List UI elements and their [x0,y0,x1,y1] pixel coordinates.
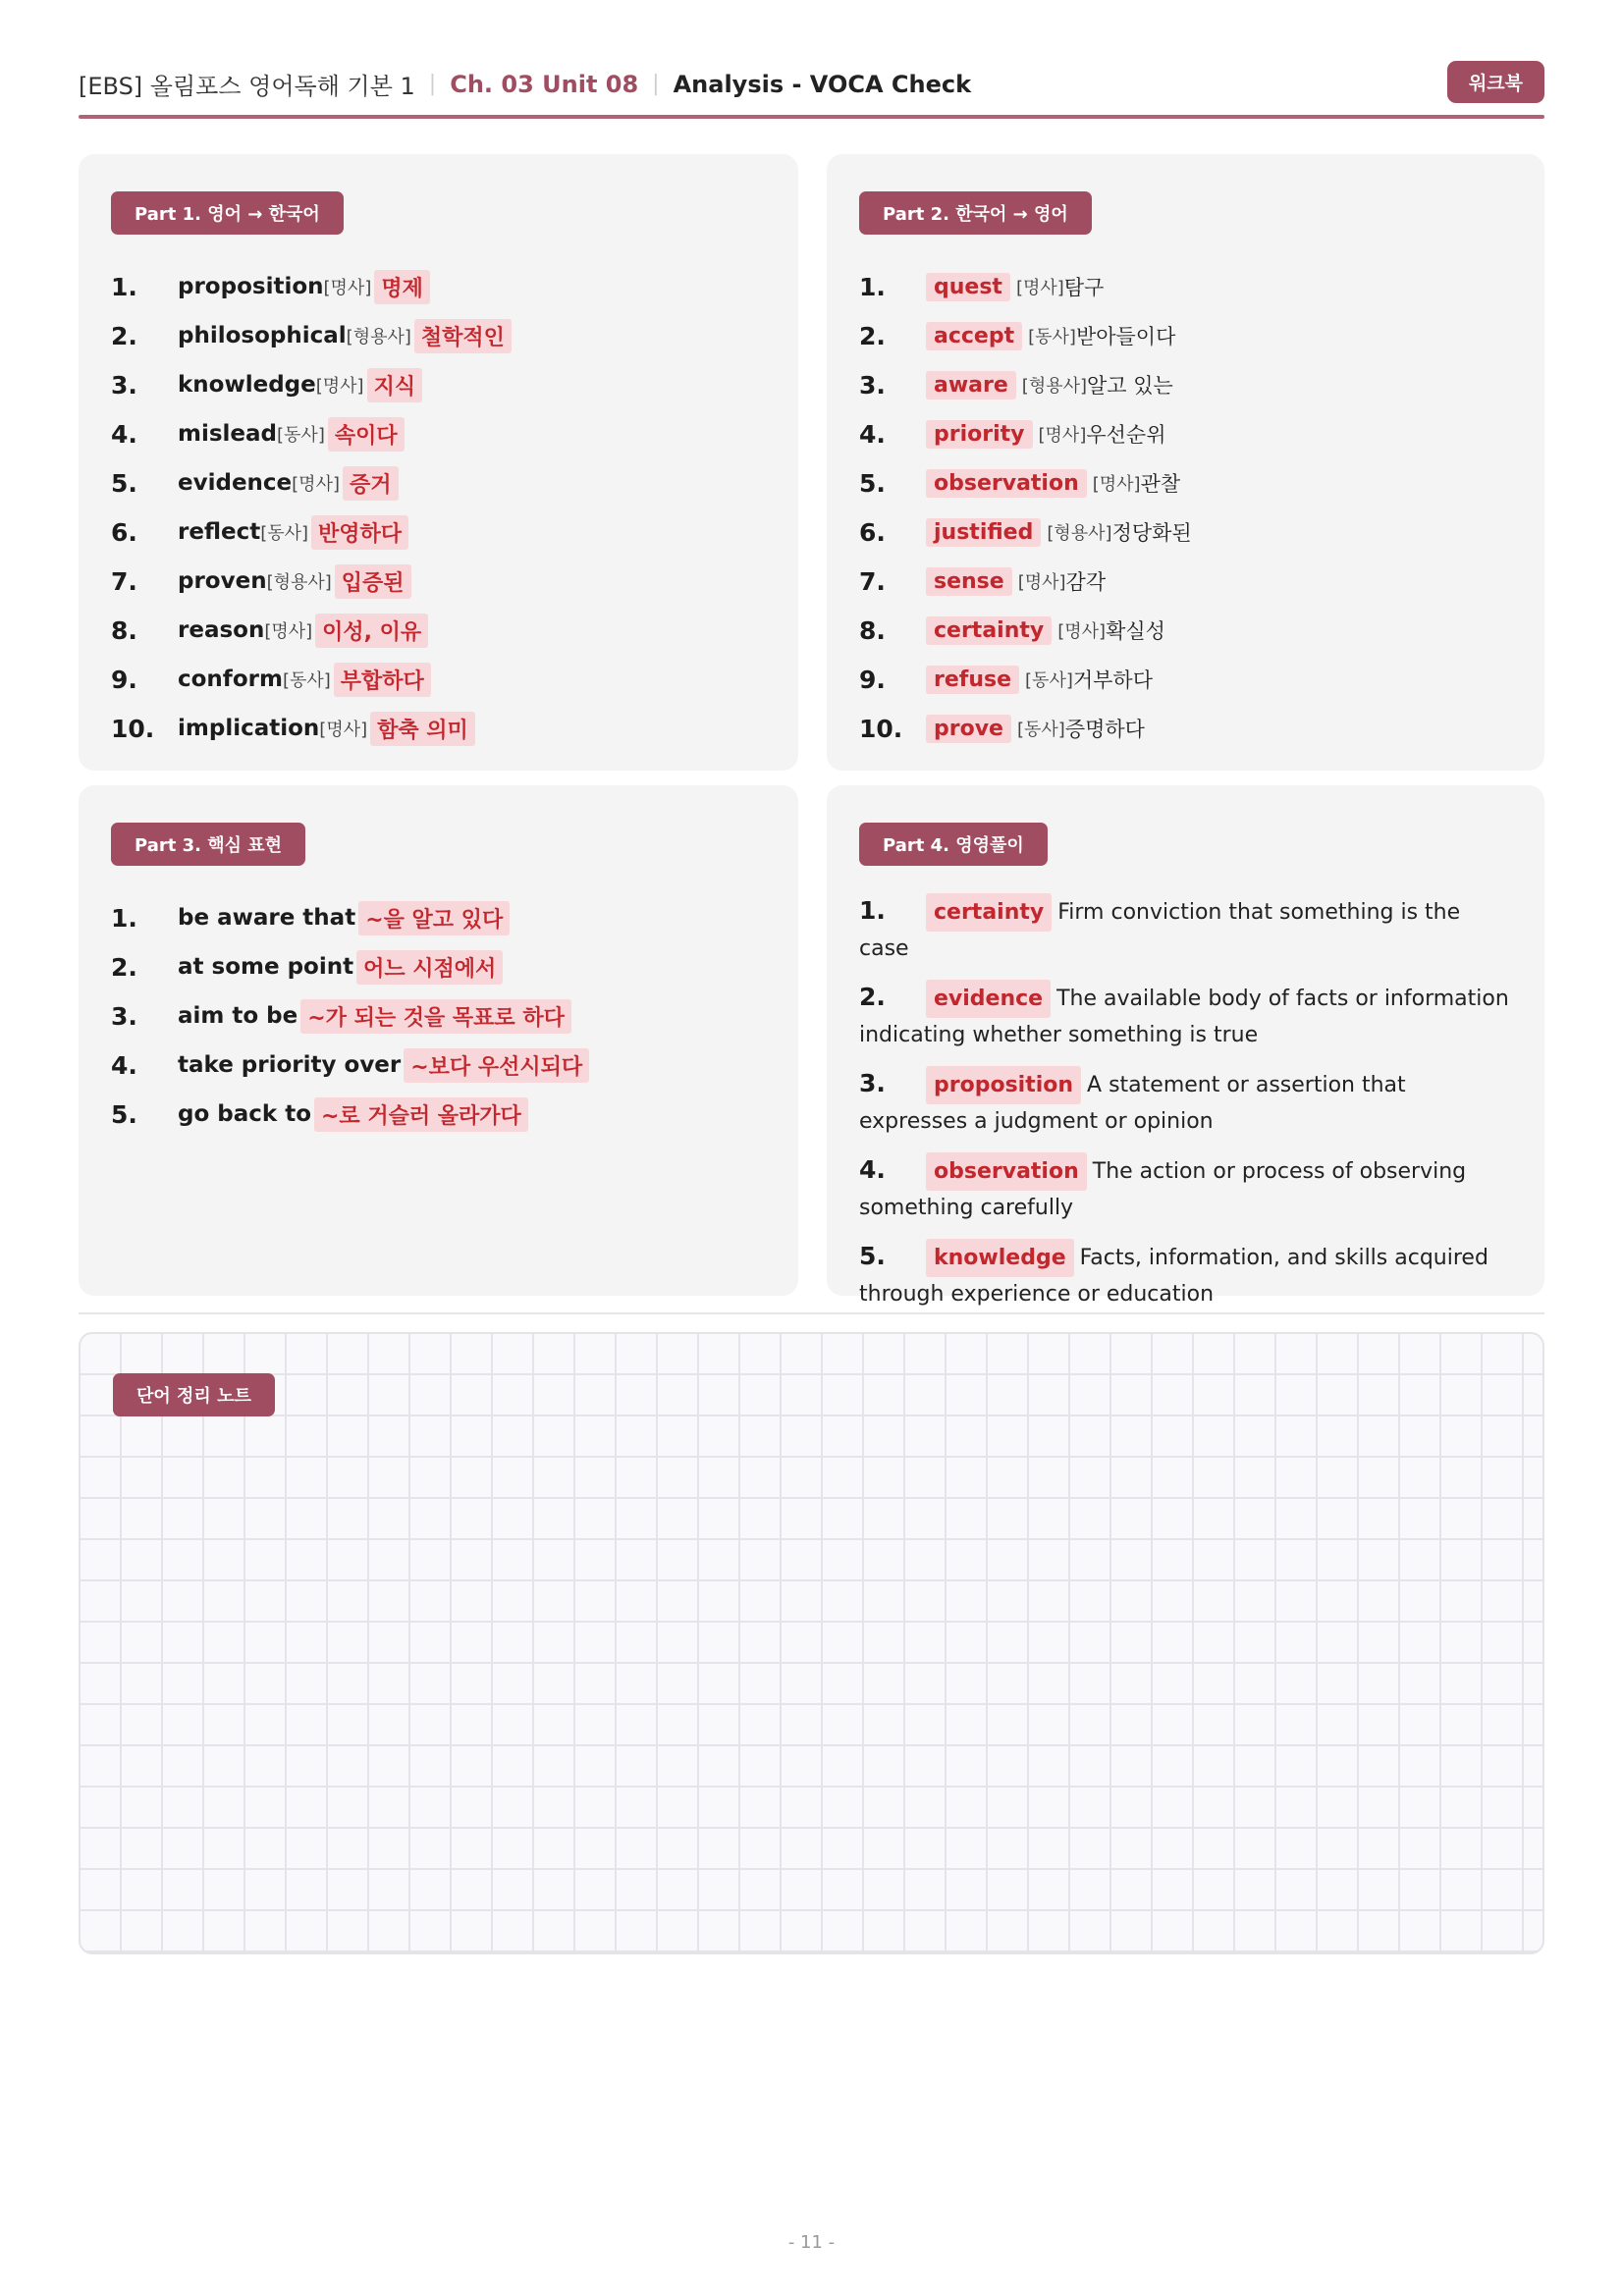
part-of-speech: [형용사] [266,572,332,593]
answer-highlight: ~보다 우선시되다 [404,1048,589,1083]
list-item [859,409,1525,458]
list-item [859,1066,1515,1139]
vocab-word: knowledge [178,372,316,398]
part-of-speech: [명사] [1038,425,1087,446]
list-item [859,360,1525,409]
answer-highlight: observation [926,1152,1087,1191]
answer-highlight: certainty [926,616,1052,645]
vocab-word: philosophical [178,323,347,348]
list-item [111,893,779,942]
vocab-word: reason [178,617,265,643]
list-item [111,262,779,311]
vocab-word: conform [178,667,283,692]
workbook-badge: 워크북 [1447,61,1544,103]
key-phrase: go back to [178,1101,311,1127]
answer-highlight: prove [926,715,1011,743]
answer-highlight: 함축 의미 [370,712,475,746]
item-number: 5. [111,468,137,498]
answer-highlight: ~가 되는 것을 목표로 하다 [300,999,571,1034]
list-item [859,262,1525,311]
part3-list [111,893,779,1139]
korean-meaning: 우선순위 [1086,423,1166,447]
answer-highlight: 속이다 [328,417,405,452]
list-item [859,704,1525,753]
item-number: 4. [111,1050,137,1080]
part-of-speech: [형용사] [1021,376,1088,397]
list-item [111,311,779,360]
part1-label: Part 1. 영어 → 한국어 [111,191,344,235]
key-phrase: be aware that [178,905,356,931]
answer-highlight: ~을 알고 있다 [358,901,510,935]
definition-text: Facts, information, and skills acquired through experience or education [859,1246,1488,1307]
item-number: 5. [111,1099,137,1129]
list-item [111,1090,779,1139]
vocab-note-grid[interactable] [79,1332,1544,1954]
header-divider [79,115,1544,119]
list-item [111,704,779,753]
key-phrase: take priority over [178,1052,402,1078]
answer-highlight: refuse [926,666,1019,694]
answer-highlight: 지식 [367,368,423,402]
item-number: 1. [859,272,886,301]
section-divider [79,1312,1544,1314]
note-label: 단어 정리 노트 [113,1373,275,1416]
item-number: 2. [111,321,137,350]
korean-meaning: 감각 [1065,570,1107,594]
item-number: 10. [859,714,903,743]
page-header [79,61,1544,108]
answer-highlight: 이성, 이유 [315,614,428,648]
list-item [859,606,1525,655]
answer-highlight: 어느 시점에서 [356,950,503,985]
item-number: 7. [111,566,137,596]
header-separator: | [428,72,437,96]
answer-highlight: knowledge [926,1239,1074,1277]
korean-meaning: 받아들이다 [1075,325,1176,348]
korean-meaning: 관찰 [1140,472,1181,496]
item-number: 3. [859,1069,886,1097]
korean-meaning: 정당화된 [1111,521,1192,545]
part-of-speech: [명사] [1017,572,1066,593]
part2-list [859,262,1525,753]
list-item [859,458,1525,507]
item-number: 4. [111,419,137,449]
list-item [111,991,779,1041]
vocab-word: proven [178,568,267,594]
item-number: 1. [111,903,137,933]
part2-panel [827,154,1544,771]
item-number: 3. [111,370,137,400]
item-number: 5. [859,468,886,498]
answer-highlight: accept [926,322,1022,350]
part-of-speech: [명사] [1092,474,1141,495]
part-of-speech: [형용사] [346,327,411,347]
part-of-speech: [명사] [264,621,313,642]
item-number: 1. [111,272,137,301]
part-of-speech: [동사] [1028,327,1076,347]
vocab-word: proposition [178,274,324,299]
definition-text: The action or process of observing something carefully [859,1159,1467,1220]
item-number: 2. [859,983,886,1011]
answer-highlight: 반영하다 [311,515,408,550]
item-number: 6. [859,517,886,547]
part-of-speech: [명사] [319,720,368,740]
vocab-word: reflect [178,519,261,545]
page-number: - 11 - [787,2232,836,2253]
item-number: 4. [859,1155,886,1184]
item-number: 6. [111,517,137,547]
list-item [111,507,779,557]
header-separator: | [652,72,660,96]
part-of-speech: [명사] [292,474,340,495]
item-number: 2. [111,952,137,982]
part1-panel [79,154,798,771]
list-item [111,458,779,507]
part-of-speech: [형용사] [1047,523,1112,544]
page-title: Analysis - VOCA Check [673,70,972,98]
answer-highlight: 철학적인 [414,319,512,353]
korean-meaning: 탐구 [1063,276,1105,299]
list-item [111,655,779,704]
item-number: 3. [111,1001,137,1031]
list-item [859,1239,1515,1311]
item-number: 8. [111,615,137,645]
definition-text: Firm conviction that something is the case [859,900,1461,961]
answer-highlight: priority [926,420,1033,449]
list-item [111,360,779,409]
part4-list [859,893,1515,1325]
answer-highlight: sense [926,567,1012,596]
korean-meaning: 알고 있는 [1087,374,1173,398]
item-number: 5. [859,1242,886,1270]
part-of-speech: [동사] [1025,670,1073,691]
part-of-speech: [명사] [315,376,364,397]
item-number: 1. [859,896,886,925]
list-item [859,893,1515,966]
list-item [859,557,1525,606]
item-number: 3. [859,370,886,400]
list-item [859,980,1515,1052]
definition-text: A statement or assertion that expresses a judgment or opinion [859,1073,1406,1134]
answer-highlight: evidence [926,980,1051,1018]
item-number: 8. [859,615,886,645]
list-item [859,655,1525,704]
part-of-speech: [동사] [1016,720,1065,740]
vocab-word: implication [178,716,320,741]
item-number: 2. [859,321,886,350]
item-number: 9. [859,665,886,694]
answer-highlight: 부합하다 [334,663,431,697]
list-item [111,557,779,606]
answer-highlight: observation [926,469,1087,498]
part4-label: Part 4. 영영풀이 [859,823,1048,866]
answer-highlight: 입증된 [335,564,411,599]
answer-highlight: ~로 거슬러 올라가다 [314,1097,528,1132]
part3-label: Part 3. 핵심 표현 [111,823,305,866]
part-of-speech: [명사] [323,278,372,298]
part2-label: Part 2. 한국어 → 영어 [859,191,1092,235]
answer-highlight: aware [926,371,1016,400]
answer-highlight: 증거 [343,466,399,501]
part-of-speech: [명사] [1015,278,1064,298]
vocab-word: evidence [178,470,293,496]
korean-meaning: 확실성 [1106,619,1165,643]
part-of-speech: [동사] [277,425,325,446]
answer-highlight: proposition [926,1066,1081,1104]
definition-text: The available body of facts or information indicating whether something is true [859,987,1509,1047]
item-number: 7. [859,566,886,596]
answer-highlight: 명제 [374,270,430,304]
book-title: [EBS] 올림포스 영어독해 기본 1 [79,73,415,100]
korean-meaning: 증명하다 [1064,718,1145,741]
list-item [859,507,1525,557]
answer-highlight: certainty [926,893,1052,932]
unit-label: Ch. 03 Unit 08 [450,70,639,98]
part-of-speech: [명사] [1057,621,1107,642]
answer-highlight: quest [926,273,1010,301]
korean-meaning: 거부하다 [1072,668,1154,692]
item-number: 9. [111,665,137,694]
list-item [111,409,779,458]
part3-panel [79,785,798,1296]
part-of-speech: [동사] [260,523,309,544]
header-breadcrumb [79,67,971,101]
item-number: 10. [111,714,155,743]
vocab-word: mislead [178,421,278,447]
part1-list [111,262,779,753]
list-item [111,606,779,655]
key-phrase: at some point [178,954,354,980]
key-phrase: aim to be [178,1003,298,1029]
list-item [111,942,779,991]
list-item [859,1152,1515,1225]
part-of-speech: [동사] [282,670,331,691]
part4-panel [827,785,1544,1307]
item-number: 4. [859,419,886,449]
answer-highlight: justified [926,518,1041,547]
list-item [859,311,1525,360]
list-item [111,1041,779,1090]
